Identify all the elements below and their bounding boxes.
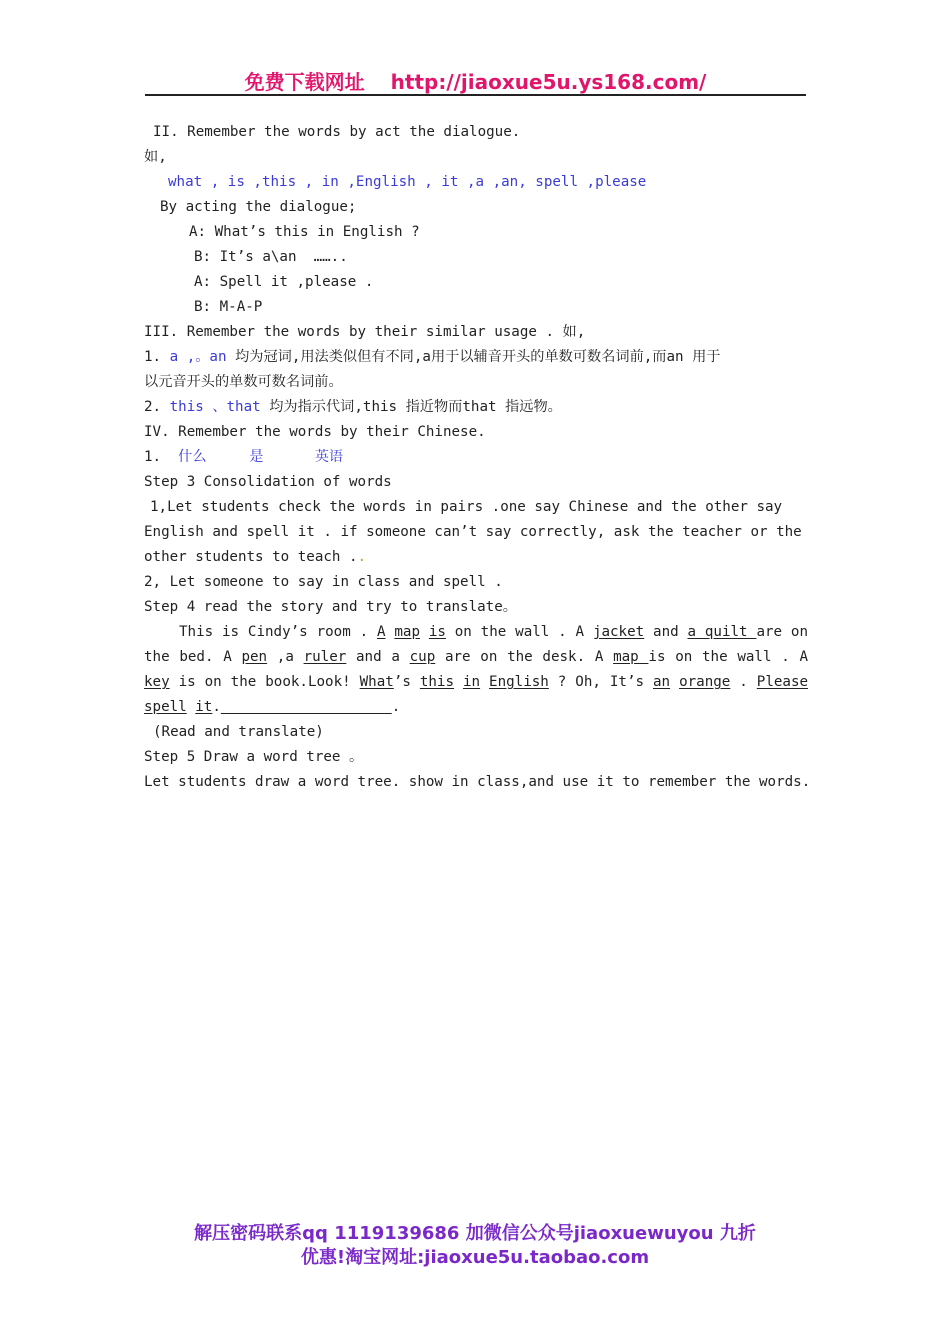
- document-body: [144, 120, 811, 795]
- dialogue-line: A: Spell it ,please .: [194, 274, 374, 290]
- text-line: 以元音开头的单数可数名词前。: [144, 374, 343, 390]
- item-number: 2.: [144, 399, 170, 415]
- text-line: 1,Let students check the words in pairs .one say Chinese and the other say: [150, 499, 783, 515]
- text-line: [144, 445, 808, 470]
- keyword: 什么 是 英语: [178, 449, 344, 465]
- dialogue-line: B: M-A-P: [194, 299, 263, 315]
- text-span: .: [730, 674, 757, 690]
- text-line: [144, 395, 808, 420]
- section-heading: IV. Remember the words by their Chinese.: [144, 424, 486, 440]
- keyword: a ,。an: [169, 349, 227, 365]
- story-line: [144, 645, 808, 670]
- text-span: on the wall . A: [445, 624, 593, 640]
- underlined-word: key: [144, 674, 170, 690]
- section-heading: III. Remember the words by their similar usage . 如,: [144, 324, 586, 340]
- underlined-word: English: [489, 674, 549, 690]
- underlined-word: it: [195, 699, 213, 715]
- text-span: 均为指示代词,this 指近物而that 指远物。: [260, 399, 562, 415]
- header-url[interactable]: http://jiaoxue5u.ys168.com/: [390, 70, 707, 94]
- step-heading: Step 5 Draw a word tree 。: [144, 749, 364, 765]
- dialogue-line: B: It’s a\an ……..: [194, 249, 348, 265]
- text-span: [187, 699, 196, 715]
- underlined-word: map: [394, 624, 420, 640]
- text-line: By acting the dialogue;: [160, 199, 357, 215]
- text-span: .: [357, 549, 367, 565]
- text-span: [670, 674, 679, 690]
- text-span: 均为冠词,用法类似但有不同,a用于以辅音开头的单数可数名词前,而an 用于: [226, 349, 721, 365]
- answer-blank: [221, 699, 392, 715]
- text-span: .: [212, 699, 221, 715]
- story-line: [144, 620, 808, 645]
- text-span: .: [391, 699, 401, 715]
- text-span: other students to teach .: [144, 549, 358, 565]
- underlined-word: ruler: [303, 649, 347, 665]
- text-span: [480, 674, 489, 690]
- text-line: [144, 345, 808, 370]
- underlined-word: in: [462, 674, 481, 690]
- story-line: [144, 670, 808, 695]
- text-span: [454, 674, 463, 690]
- underlined-word: jacket: [592, 624, 645, 640]
- underlined-word: Please: [756, 674, 809, 690]
- header-title: 免费下载网址: [244, 70, 365, 94]
- text-line: [144, 545, 808, 570]
- text-span: are on the desk. A: [435, 649, 614, 665]
- text-span: are on: [756, 624, 808, 640]
- underlined-word: cup: [409, 649, 436, 665]
- underlined-word: map: [613, 649, 649, 665]
- page-header: [145, 66, 806, 96]
- text-line: 如,: [144, 149, 167, 165]
- text-span: [420, 624, 429, 640]
- text-line: Let students draw a word tree. show in class,and use it to remember the words.: [144, 774, 811, 790]
- text-span: and: [644, 624, 688, 640]
- word-list: what , is ,this , in ,English , it ,a ,an, spell ,please: [168, 174, 647, 190]
- underlined-word: a quilt: [687, 624, 757, 640]
- text-span: is on the book.Look!: [169, 674, 360, 690]
- footer-taobao: 优惠!淘宝网址:jiaoxue5u.taobao.com: [300, 1247, 650, 1268]
- story-line: [144, 695, 808, 720]
- underlined-word: pen: [241, 649, 268, 665]
- text-span: This is Cindy’s room .: [179, 624, 377, 640]
- step-heading: Step 4 read the story and try to translate。: [144, 599, 517, 615]
- text-span: is on the wall . A: [648, 649, 809, 665]
- text-line: English and spell it . if someone can’t say correctly, ask the teacher or the: [144, 524, 802, 540]
- underlined-word: spell: [144, 699, 187, 715]
- text-span: ’s: [393, 674, 420, 690]
- footer-contact: 解压密码联系qq 1119139686 加微信公众号jiaoxuewuyou 九折: [194, 1223, 756, 1244]
- step-heading: Step 3 Consolidation of words: [144, 474, 392, 490]
- dialogue-line: A: What’s this in English ?: [189, 224, 420, 240]
- underlined-word: is: [428, 624, 446, 640]
- text-line: (Read and translate): [153, 724, 324, 740]
- item-number: 1.: [144, 349, 170, 365]
- keyword: this 、that: [169, 399, 261, 415]
- underlined-word: this: [419, 674, 455, 690]
- text-line: 2, Let someone to say in class and spell .: [144, 574, 503, 590]
- text-span: ? Oh, It’s: [548, 674, 654, 690]
- section-heading: II. Remember the words by act the dialogue.: [153, 124, 521, 140]
- text-span: ,a: [267, 649, 304, 665]
- text-span: and a: [346, 649, 410, 665]
- underlined-word: A: [376, 624, 386, 640]
- text-span: the bed. A: [144, 649, 242, 665]
- underlined-word: What: [359, 674, 394, 690]
- underlined-word: orange: [679, 674, 731, 690]
- underlined-word: an: [653, 674, 671, 690]
- item-number: 1.: [144, 449, 179, 465]
